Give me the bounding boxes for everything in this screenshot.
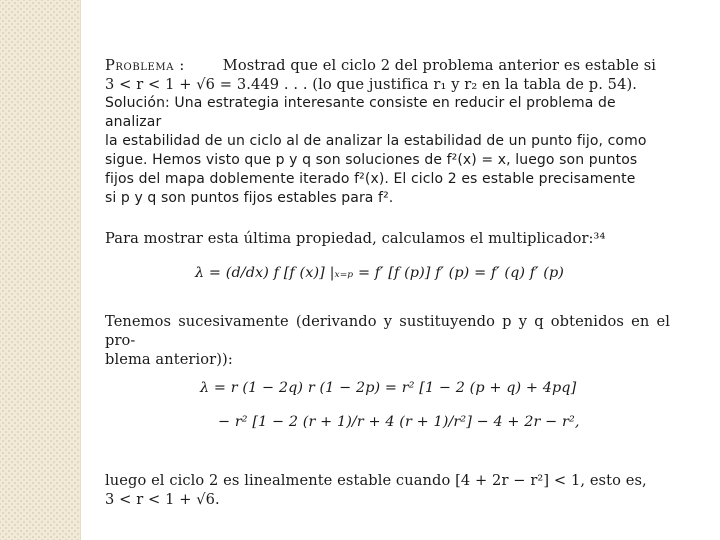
solution-line-1 [105, 94, 670, 132]
solution-line-5: si p y q son puntos fijos estables para f². [105, 190, 394, 206]
solution-line-2: la estabilidad de un ciclo al de analizar la estabilidad de un punto fijo, como [105, 133, 647, 149]
equation-lambda-block [105, 248, 670, 302]
equation-expanded-line-2: − r² [1 − 2 (r + 1)/r + 4 (r + 1)/r²] − 4 + 2r − r², [218, 414, 580, 430]
side-divider [80, 0, 81, 540]
solution-line-4: fijos del mapa doblemente iterado f²(x). El ciclo 2 es estable precisamente [105, 171, 636, 187]
multiplier-paragraph: Para mostrar esta última propiedad, calculamos el multiplicador:³⁴ [105, 230, 606, 247]
problem-label: Problema : [105, 57, 185, 74]
solution-line-3: sigue. Hemos visto que p y q son soluciones de f²(x) = x, luego son puntos [105, 152, 638, 168]
solution-label: Solución: [105, 95, 170, 111]
solution-text-1: Una estrategia interesante consiste en reducir el problema de analizar [105, 95, 616, 130]
decorative-side-pattern [0, 0, 80, 540]
problem-line-2: 3 < r < 1 + √6 = 3.449 . . . (lo que justifica r₁ y r₂ en la tabla de p. 54). [105, 76, 637, 93]
equation-expanded-block [105, 369, 670, 457]
successively-line-1: Tenemos sucesivamente (derivando y sustituyendo p y q obtenidos en el pro- [105, 313, 670, 349]
document-body [105, 56, 670, 509]
equation-lambda: λ = (d/dx) f [f (x)] |ₓ₌ₚ = f′ [f (p)] f′ (p) = f′ (q) f′ (p) [195, 265, 564, 281]
equation-expanded-line-1: λ = r (1 − 2q) r (1 − 2p) = r² [1 − 2 (p + q) + 4pq] [200, 380, 577, 396]
problem-text-1: Mostrad que el ciclo 2 del problema anterior es estable si [222, 57, 657, 74]
problem-line-1 [105, 56, 670, 75]
conclusion-line-2: 3 < r < 1 + √6. [105, 491, 220, 508]
conclusion-line-1: luego el ciclo 2 es linealmente estable cuando [4 + 2r − r²] < 1, esto es, [105, 472, 647, 489]
successively-line-2: blema anterior)): [105, 351, 233, 368]
